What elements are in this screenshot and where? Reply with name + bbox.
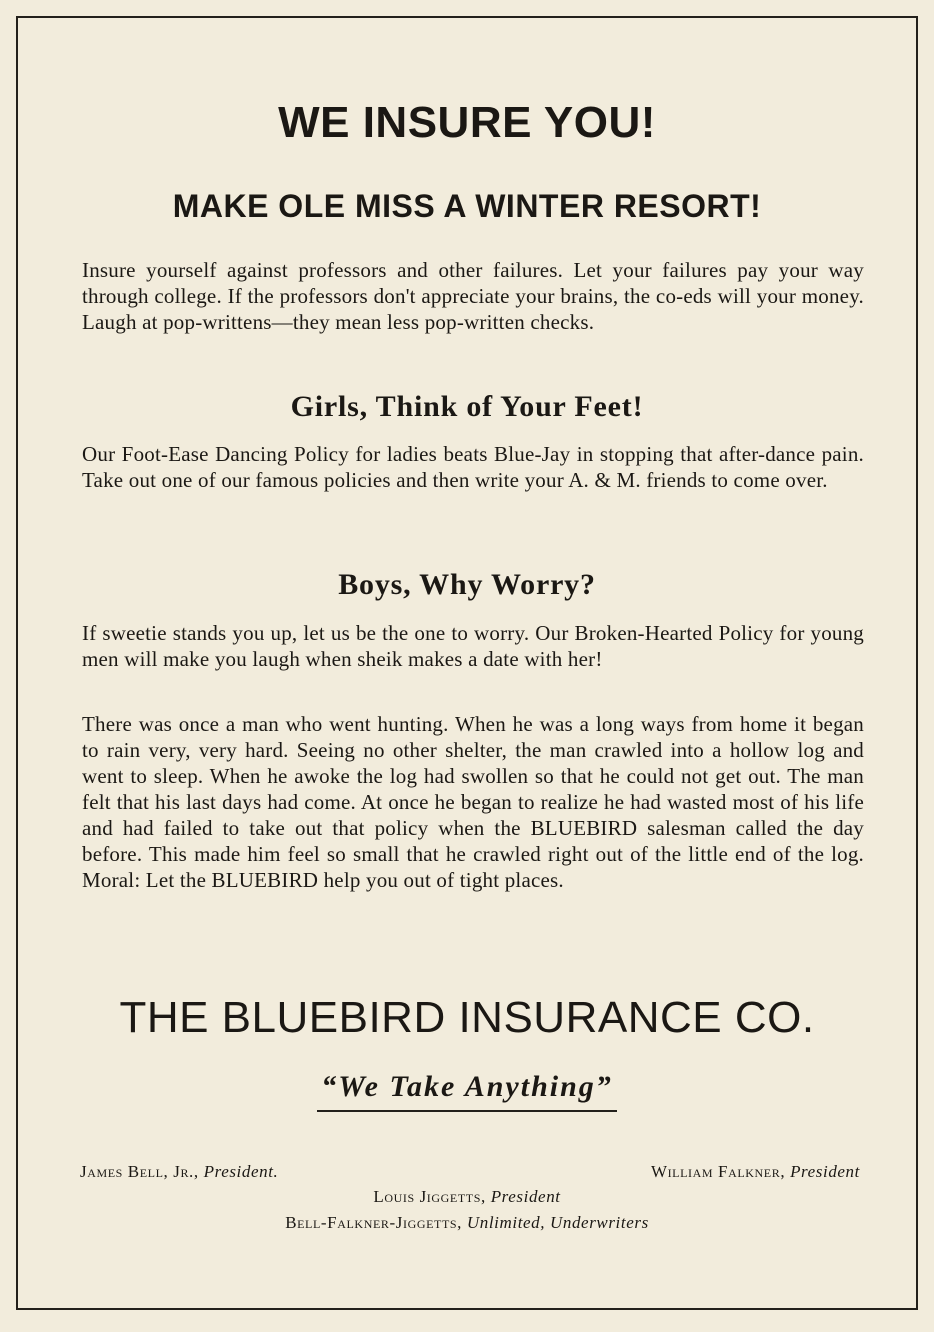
girls-paragraph: Our Foot-Ease Dancing Policy for ladies beats Blue-Jay in stopping that after-dance pain. Take out one of our famous policies and then write your A. & M. friends to come over. — [82, 442, 864, 492]
signatory-right — [651, 1162, 860, 1182]
signatory-right-title: President — [790, 1162, 860, 1181]
boys-heading: Boys, Why Worry? — [338, 568, 596, 601]
underwriters-name: Bell-Falkner-Jiggetts, — [285, 1213, 463, 1232]
signatory-left-name: James Bell, Jr., — [80, 1162, 199, 1181]
signatory-center-title: President — [490, 1187, 561, 1206]
company-name: THE BLUEBIRD INSURANCE CO. — [119, 993, 815, 1042]
subheadline: MAKE OLE MISS A WINTER RESORT! — [172, 188, 762, 224]
girls-heading: Girls, Think of Your Feet! — [290, 390, 644, 423]
slogan: “We Take Anything” — [317, 1070, 617, 1112]
headline: WE INSURE YOU! — [278, 98, 656, 147]
underwriters-title: Unlimited, Underwriters — [466, 1213, 649, 1232]
story-paragraph: There was once a man who went hunting. When he was a long ways from home it began to rain very, very hard. Seeing no other shelter, the man crawled into a hollow log and went to sleep. When he awoke the log had swollen so that he could not get out. The man felt that his last days had come. At once he began to realize he had wasted most of his life and had failed to take out that policy when the BLUEBIRD salesman called the day before. This made him feel so small that he crawled right out of the little end of the log. Moral: Let the BLUEBIRD help you out of tight places. — [82, 712, 864, 892]
signatory-center — [0, 1187, 934, 1207]
underwriters-line — [0, 1213, 934, 1233]
signatory-left-title: President. — [203, 1162, 279, 1181]
slogan-block — [0, 1070, 934, 1112]
intro-paragraph: Insure yourself against professors and other failures. Let your failures pay your way through college. If the professors don't appreciate your brains, the co-eds will your money. Laugh at pop-writtens—they mean less pop-written checks. — [82, 258, 864, 334]
signatory-left — [80, 1162, 278, 1182]
signatory-right-name: William Falkner, — [650, 1162, 786, 1181]
boys-paragraph: If sweetie stands you up, let us be the one to worry. Our Broken-Hearted Policy for young men will make you laugh when sheik makes a date with her! — [82, 621, 864, 671]
signatory-center-name: Louis Jiggetts, — [373, 1187, 486, 1206]
